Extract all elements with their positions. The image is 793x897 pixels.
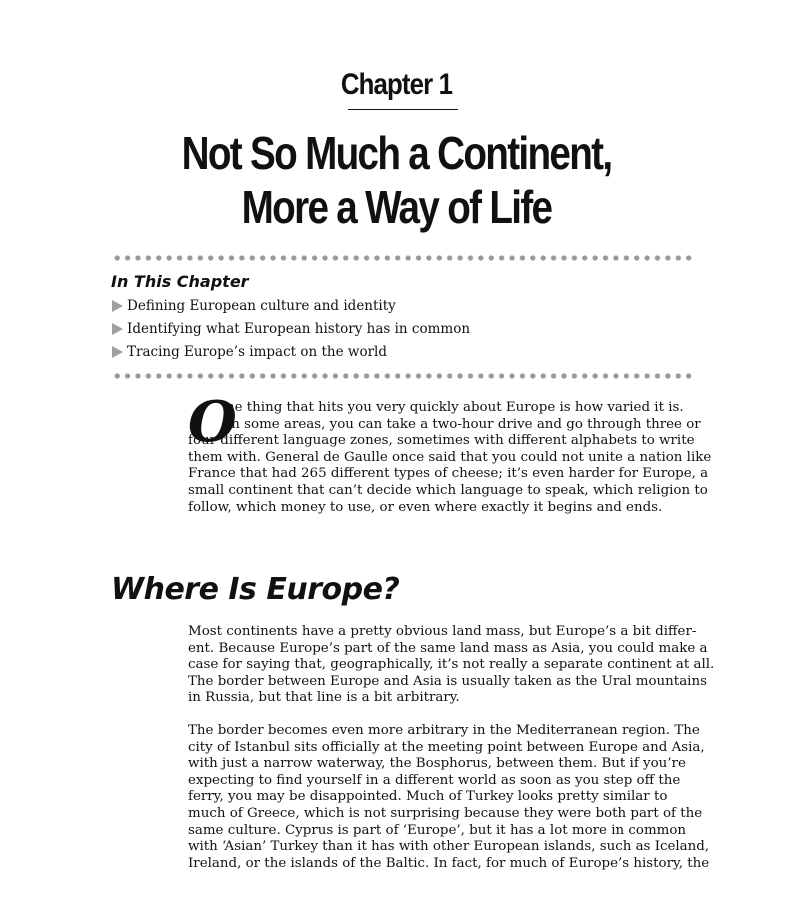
paragraph-line: Ireland, or the islands of the Baltic. In fact, for much of Europe’s history, the [188,855,710,871]
drop-cap: O [188,389,237,455]
chapter-title-line-1: Not So Much a Continent, [181,127,612,179]
list-item [111,320,470,343]
intro-line: ne thing that hits you very quickly about Europe is how varied it is. [226,400,684,415]
paragraph-line: much of Greece, which is not surprising because they were both part of the [188,805,703,821]
list-item [111,343,470,366]
paragraph-line: expecting to find yourself in a different world as soon as you step off the [188,772,681,788]
paragraph-line: with ‘Asian’ Turkey than it has with other European islands, such as Iceland, [188,839,710,855]
chapter-title-line-2: More a Way of Life [241,181,552,233]
paragraph-line: ferry, you may be disappointed. Much of Turkey looks pretty similar to [188,789,668,805]
chapter-label-underline [348,109,458,110]
triangle-bullet-icon [112,300,123,312]
paragraph-line: The border between Europe and Asia is usually taken as the Ural mountains [188,673,707,689]
triangle-bullet-icon [112,323,123,335]
intro-paragraph [188,389,712,516]
triangle-bullet-icon [112,346,123,358]
intro-line: In some areas, you can take a two-hour drive and go through three or [226,416,701,432]
intro-line: four different language zones, sometimes with different alphabets to write [188,433,695,449]
paragraph-line: same culture. Cyprus is part of ‘Europe’, but it has a lot more in common [188,822,687,838]
body-paragraph-2 [188,723,710,872]
paragraph-line: with just a narrow waterway, the Bosphorus, between them. But if you’re [188,756,686,772]
paragraph-line: in Russia, but that line is a bit arbitrary. [188,690,460,706]
paragraph-line: Most continents have a pretty obvious land mass, but Europe’s a bit differ- [188,624,697,639]
intro-line: them with. General de Gaulle once said that you could not unite a nation like [188,449,712,465]
dotted-divider-bottom [112,373,696,379]
paragraph-line: The border becomes even more arbitrary in the Mediterranean region. The [188,723,700,738]
paragraph-line: city of Istanbul sits officially at the meeting point between Europe and Asia, [188,739,705,755]
intro-line: France that had 265 different types of cheese; it’s even harder for Europe, a [188,466,709,482]
list-item-text: Identifying what European history has in common [127,321,471,337]
list-item [111,297,470,320]
in-this-chapter-list [111,297,470,366]
list-item-text: Tracing Europe’s impact on the world [127,344,387,360]
paragraph-line: ent. Because Europe’s part of the same land mass as Asia, you could make a [188,640,708,656]
paragraph-line: case for saying that, geographically, it’s not really a separate continent at all. [188,657,715,673]
intro-line: follow, which money to use, or even where exactly it begins and ends. [188,499,663,515]
intro-line: small continent that can’t decide which language to speak, which religion to [188,482,708,498]
chapter-title [0,126,793,234]
section-heading: Where Is Europe? [111,572,400,607]
body-paragraph-1 [188,624,715,707]
list-item-text: Defining European culture and identity [127,298,396,314]
dotted-divider-top [112,255,696,261]
in-this-chapter-heading: In This Chapter [111,272,249,291]
chapter-label: Chapter 1 [340,68,453,101]
